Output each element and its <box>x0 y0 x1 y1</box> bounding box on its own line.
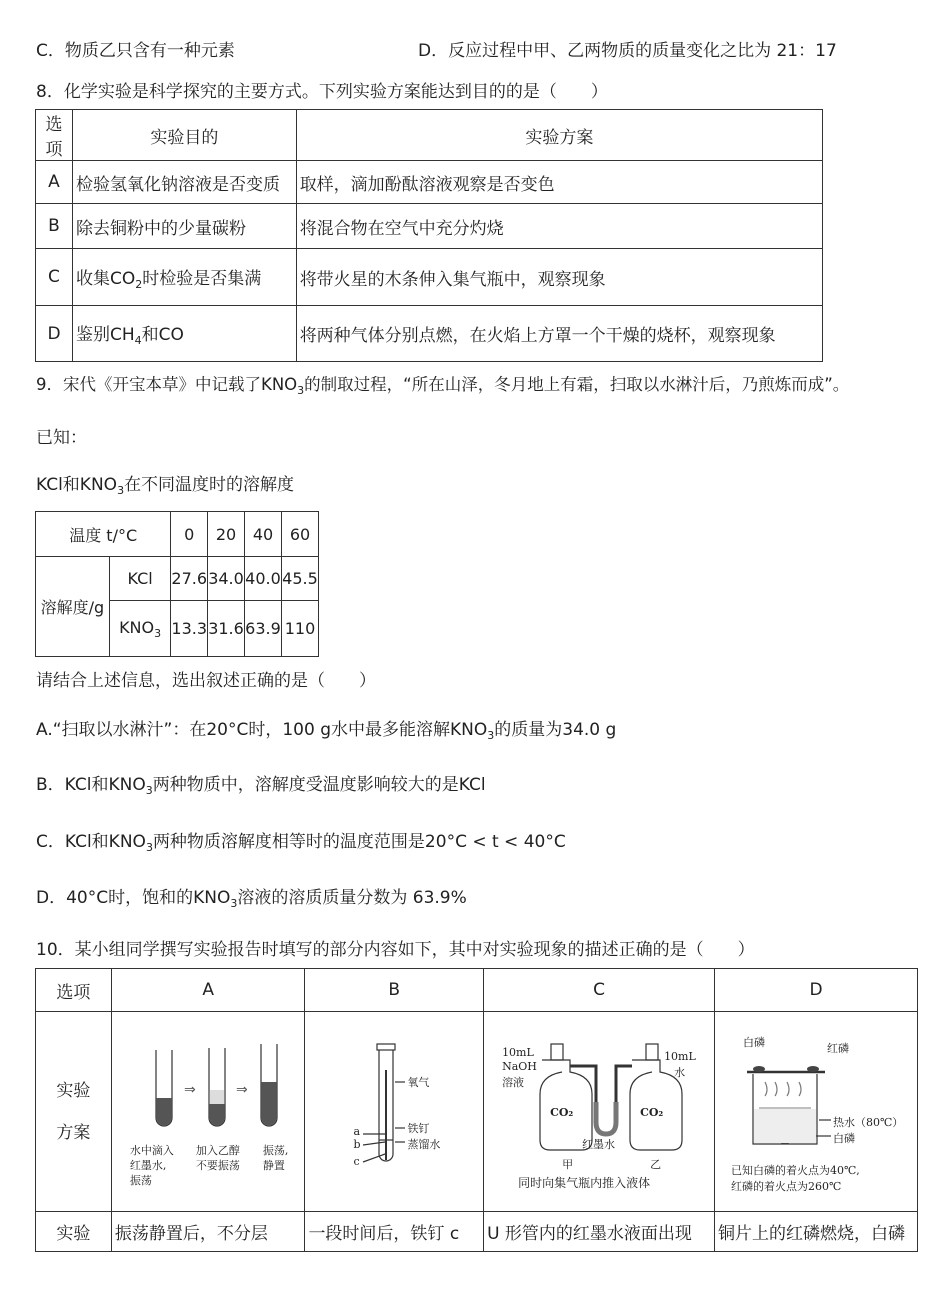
q9-option-c-post: 两种物质溶解度相等时的温度范围是20°C < t < 40°C <box>152 832 566 852</box>
fig-a-cap4: 加入乙醇 <box>195 1144 240 1157</box>
red-phosphorus <box>807 1066 819 1072</box>
q9-kno3-label-sub: 3 <box>154 626 162 640</box>
q10-header-d: D <box>715 969 918 1012</box>
q10-phenomenon-a: 振荡静置后，不分层 <box>111 1212 305 1252</box>
fig-b-c: c <box>353 1155 360 1168</box>
white-phosphorus-top <box>753 1066 765 1072</box>
q10-stem: 10．某小组同学撰写实验报告时填写的部分内容如下，其中对实验现象的描述正确的是（ ） <box>36 940 755 960</box>
fig-c-jia: 甲 <box>562 1158 574 1171</box>
q9-option-b-post: 两种物质中，溶解度受温度影响较大的是KCl <box>152 775 486 795</box>
q8-header-plan: 实验方案 <box>296 110 822 161</box>
q8-row-c-goal <box>72 249 296 306</box>
q9-option-b <box>36 770 486 797</box>
q8-row-b-goal: 除去铜粉中的少量碳粉 <box>72 204 296 249</box>
q9-option-c-sub: 3 <box>145 841 153 854</box>
q9-solubility-label: 溶解度/g <box>36 557 110 657</box>
q9-kno3-0: 13.3 <box>171 601 208 657</box>
q9-caption-pre: KCl和KNO <box>36 475 118 495</box>
fig-c-caption: 同时向集气瓶内推入液体 <box>518 1176 651 1190</box>
q10-plan-label <box>36 1012 112 1212</box>
q9-kcl-60: 45.5 <box>281 557 318 601</box>
q9-option-d <box>36 883 467 910</box>
q8-row-c-plan: 将带火星的木条伸入集气瓶中，观察现象 <box>296 249 822 306</box>
q9-stem-pre: 9．宋代《开宝本草》中记载了 <box>36 375 261 394</box>
fig-d-wp: 白磷 <box>743 1036 765 1049</box>
q8-row-b-option: B <box>36 204 73 249</box>
fig-b-water: 蒸馏水 <box>407 1138 441 1151</box>
q8-row-c-goal-sub: 2 <box>135 277 143 291</box>
q9-temp-label: 温度 t/°C <box>36 512 171 557</box>
q9-kno3-label-main: KNO <box>119 617 155 637</box>
q10-plan-label-2: 方案 <box>56 1122 91 1143</box>
q9-solubility-table <box>35 511 319 657</box>
q10-table <box>35 968 918 1252</box>
q8-row-c-option: C <box>36 249 73 306</box>
q10-phenomenon-label: 实验 <box>36 1212 112 1252</box>
fig-b-nail: 铁钉 <box>407 1122 430 1135</box>
mixed-liquid <box>261 1082 276 1125</box>
q9-option-a-post: 的质量为34.0 g <box>494 720 617 740</box>
q8-stem: 8．化学实验是科学探究的主要方式。下列实验方案能达到目的的是（ ） <box>36 82 608 102</box>
fig-c-co2b: CO₂ <box>640 1106 664 1119</box>
q9-kcl-40: 40.0 <box>245 557 282 601</box>
q9-option-a-sub: 3 <box>487 729 495 742</box>
q8-row-b-plan: 将混合物在空气中充分灼烧 <box>296 204 822 249</box>
q9-table-caption <box>36 470 294 497</box>
fig-a-cap3: 振荡 <box>129 1174 152 1187</box>
q9-option-b-pre: B．KCl和KNO <box>36 775 146 795</box>
fig-c-left1: 10mL <box>502 1046 534 1059</box>
q9-kcl-label: KCl <box>109 557 171 601</box>
fig-a-cap2: 红墨水, <box>129 1159 167 1172</box>
q8-row-a-option: A <box>36 161 73 204</box>
fig-d-cap1: 已知白磷的着火点为40℃, <box>731 1164 860 1177</box>
q8-row-a-goal: 检验氢氧化钠溶液是否变质 <box>72 161 296 204</box>
fig-a-cap1: 水中滴入 <box>129 1144 174 1157</box>
q9-temp-60: 60 <box>281 512 318 557</box>
q10-phenomenon-c: U 形管内的红墨水液面出现 <box>484 1212 715 1252</box>
fig-c-right2: 水 <box>674 1066 686 1079</box>
q7-option-c: C．物质乙只含有一种元素 <box>36 41 235 61</box>
arrow-icon-1: ⇒ <box>183 1082 196 1098</box>
q9-option-a-pre: A.“扫取以水淋汁”：在20°C时，100 g水中最多能溶解KNO <box>36 720 488 740</box>
q9-option-a <box>36 715 616 742</box>
q9-option-d-pre: D．40°C时，饱和的KNO <box>36 888 231 908</box>
fig-b-b: b <box>353 1138 361 1151</box>
fig-d-rp: 红磷 <box>827 1042 849 1055</box>
q9-caption-sub: 3 <box>117 484 125 497</box>
q10-phenomenon-d: 铜片上的红磷燃烧，白磷 <box>715 1212 918 1252</box>
syringe-left <box>551 1044 563 1060</box>
q9-kcl-20: 34.0 <box>208 557 245 601</box>
q9-kno3-40: 63.9 <box>245 601 282 657</box>
fig-c-right1: 10mL <box>664 1050 696 1063</box>
syringe-right <box>646 1044 658 1060</box>
q10-header-a: A <box>111 969 305 1012</box>
fig-c-ink: 红墨水 <box>582 1138 616 1151</box>
steam <box>765 1082 801 1096</box>
q8-row-d-goal-chem: CH <box>109 325 135 345</box>
q9-kno3-label <box>109 601 171 657</box>
q8-header-goal: 实验目的 <box>72 110 296 161</box>
fig-d-wp2: 白磷 <box>833 1132 855 1145</box>
q8-row-c-goal-pre: 收集 <box>75 268 110 289</box>
q8-row-c-goal-post: 时检验是否集满 <box>142 268 262 289</box>
q9-option-c <box>36 827 566 854</box>
q7-option-d: D．反应过程中甲、乙两物质的质量变化之比为 21：17 <box>418 41 837 61</box>
q8-row-c-goal-chem: CO <box>109 268 136 289</box>
q10-figure-c <box>484 1012 715 1212</box>
q8-row-d-goal-sub: 4 <box>134 334 142 347</box>
q9-kno3-20: 31.6 <box>208 601 245 657</box>
q9-prompt: 请结合上述信息，选出叙述正确的是（ ） <box>36 671 376 691</box>
q10-figure-d <box>715 1012 918 1212</box>
q9-temp-20: 20 <box>208 512 245 557</box>
q8-header-option: 选项 <box>36 110 73 161</box>
red-ink-water <box>156 1098 171 1125</box>
fig-a-cap5: 不要振荡 <box>195 1159 240 1172</box>
ethanol-layer-top <box>209 1090 224 1104</box>
fig-c-left3: 溶液 <box>502 1076 525 1089</box>
q8-row-d-option: D <box>36 306 73 362</box>
q10-figure-b <box>305 1012 484 1212</box>
stopper <box>377 1044 395 1050</box>
q9-option-d-post: 溶液的溶质质量分数为 63.9% <box>237 888 467 908</box>
fig-c-co2a: CO₂ <box>550 1106 574 1119</box>
q10-figure-a <box>111 1012 305 1212</box>
u-tube <box>570 1066 632 1134</box>
q9-kcl-0: 27.6 <box>171 557 208 601</box>
q8-row-d-goal-post: 和CO <box>141 325 184 345</box>
q10-plan-label-1: 实验 <box>56 1080 91 1101</box>
hot-water <box>754 1109 816 1143</box>
q8-row-a-plan: 取样，滴加酚酞溶液观察是否变色 <box>296 161 822 204</box>
fig-d-cap2: 红磷的着火点为260℃ <box>731 1180 842 1193</box>
fig-c-yi: 乙 <box>650 1158 662 1171</box>
fig-b-a: a <box>353 1125 360 1138</box>
q9-kno3-60: 110 <box>281 601 318 657</box>
q9-option-c-pre: C．KCl和KNO <box>36 832 146 852</box>
q9-option-b-sub: 3 <box>145 784 153 797</box>
q9-stem-chem: KNO <box>261 375 298 394</box>
arrow-icon-2: ⇒ <box>235 1082 248 1098</box>
q10-header-option: 选项 <box>36 969 112 1012</box>
q9-stem <box>36 371 849 397</box>
q9-stem-sub: 3 <box>297 384 305 397</box>
q9-caption-post: 在不同温度时的溶解度 <box>124 475 295 495</box>
q9-stem-post: 的制取过程，“所在山泽，冬月地上有霜，扫取以水淋汁后，乃煎炼而成”。 <box>304 375 850 394</box>
q8-row-d-plan: 将两种气体分别点燃，在火焰上方罩一个干燥的烧杯，观察现象 <box>296 306 822 362</box>
q10-header-b: B <box>305 969 484 1012</box>
red-ink-column <box>596 1102 616 1134</box>
q9-option-d-sub: 3 <box>230 897 238 910</box>
fig-a-cap7: 静置 <box>262 1159 285 1172</box>
ethanol-layer-bottom <box>209 1104 224 1125</box>
fig-c-left2: NaOH <box>502 1060 537 1073</box>
q8-row-d-goal <box>72 306 296 362</box>
q8-table <box>35 109 823 362</box>
q10-phenomenon-b: 一段时间后，铁钉 c <box>305 1212 484 1252</box>
fig-b-o2: 氧气 <box>407 1076 430 1089</box>
q8-row-d-goal-pre: 鉴别 <box>75 325 110 345</box>
fig-d-hot: 热水（80℃） <box>833 1116 904 1129</box>
fig-a-cap6: 振荡, <box>262 1144 289 1157</box>
q9-known: 已知： <box>36 428 87 448</box>
q10-header-c: C <box>484 969 715 1012</box>
q9-temp-0: 0 <box>171 512 208 557</box>
q9-temp-40: 40 <box>245 512 282 557</box>
nail-tube-figure <box>305 1012 483 1211</box>
